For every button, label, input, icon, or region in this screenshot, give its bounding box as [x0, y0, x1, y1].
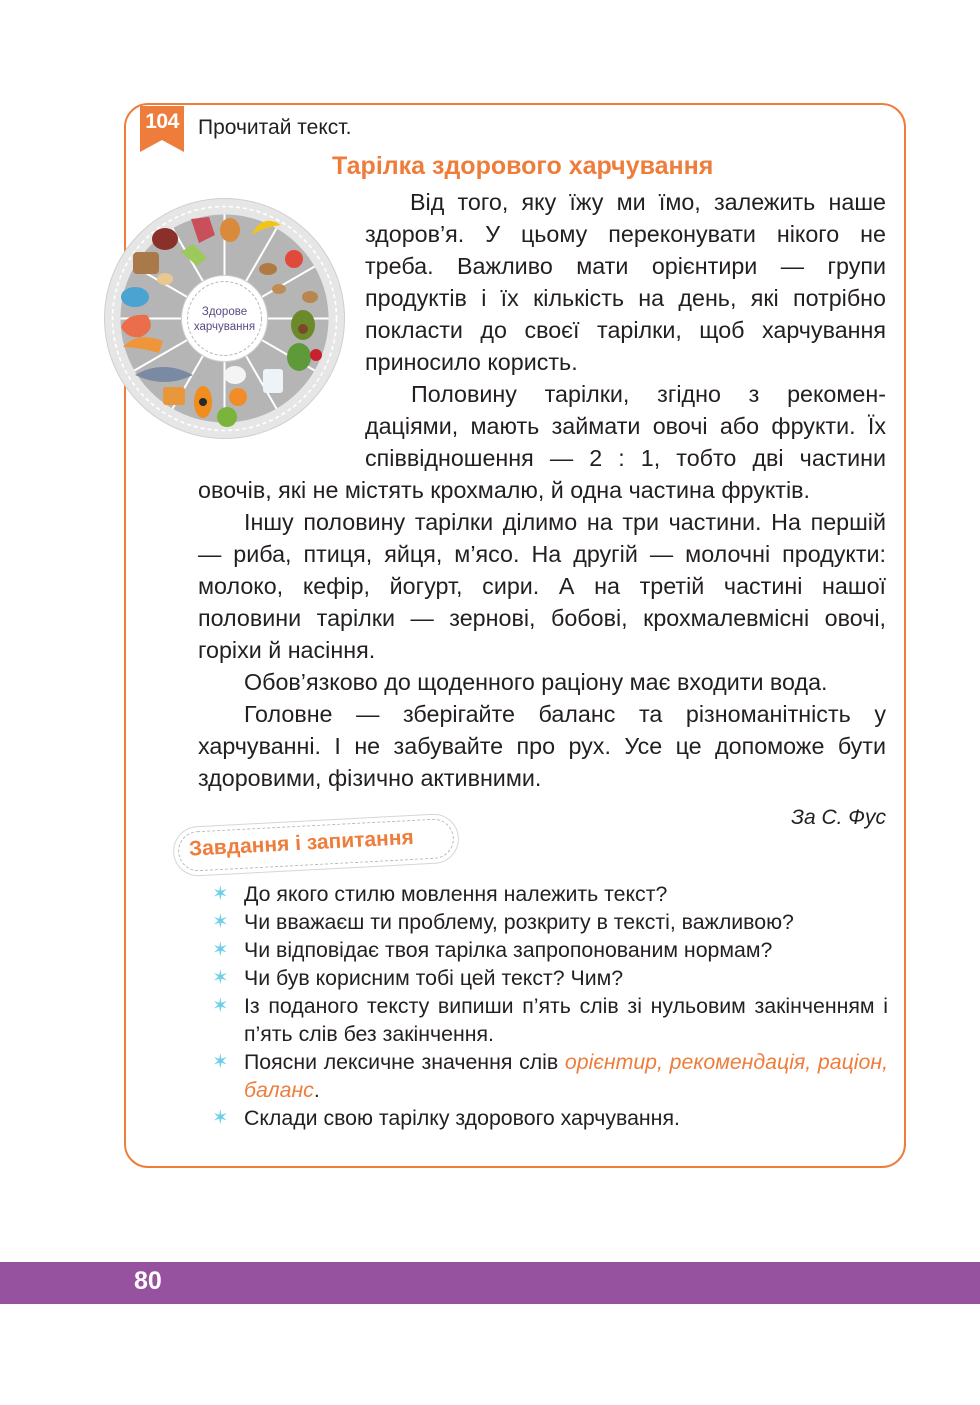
task-item: ✶ Склади свою тарілку здорового харчування. [212, 1106, 680, 1130]
plate-label-line2: харчування [193, 321, 256, 333]
task-item: ✶ Поясни лексичне значення слів орієнтир, рекомендація, раціон, баланс. [212, 1050, 889, 1102]
main-text [198, 186, 886, 794]
tasks-heading: Завдання і запитання [188, 825, 415, 861]
author-attribution: За С. Фус [791, 806, 886, 829]
highlighted-terms: орієнтир, рекомендація, раціон, баланс [244, 1050, 889, 1102]
snowflake-bullet-icon: ✶ [212, 995, 229, 1017]
plate-label-line1: Здорове [201, 306, 248, 318]
image-wrap-space [198, 186, 365, 474]
snowflake-bullet-icon: ✶ [212, 883, 229, 905]
tasks-list [212, 880, 888, 1132]
snowflake-bullet-icon: ✶ [212, 911, 229, 933]
paragraph-3: Іншу половину тарілки ділимо на три частини. На першій — риба, птиця, яйця, м’ясо. На другій — молочні продукти: молоко, кефір, йогурт, сири. А на третій частині нашої половини тарілки — зернові, бобові, крохмалевмісні овочі, горіхи й насіння. [198, 509, 886, 663]
paragraph-4: Обов’язково до щоденного раціону має входити вода. [244, 669, 828, 695]
paragraph-1: Від того, яку їжу ми їмо, залежить наше здоров’я. У цьому переконувати нікого не треба. Важливо мати орієнтири — групи продуктів і їх кількість на день, які потрібно покласти до своєї тарілки, щоб харчування приносило користь. [365, 189, 886, 375]
exercise-instruction: Прочитай текст. [198, 116, 352, 139]
task-item: ✶ Чи вважаєш ти проблему, розкриту в тексті, важливою? [212, 910, 794, 934]
snowflake-bullet-icon: ✶ [212, 1107, 229, 1129]
paragraph-5: Головне — зберігайте баланс та різноманітність у харчуванні. І не забувайте про рух. Усе це допоможе бути здоровими, фізично активними. [198, 701, 886, 791]
snowflake-bullet-icon: ✶ [212, 939, 229, 961]
snowflake-bullet-icon: ✶ [212, 967, 229, 989]
paragraph-2: Половину тарілки, згідно з рекомендаціями, мають займати овочі або фрукти. Їх співвідношення — 2 : 1, тобто дві частини овочів, які не містять крохмалю, й одна частина фруктів. [198, 381, 886, 503]
task-item: ✶ Із поданого тексту випиши п’ять слів зі нульовим закінченням і п’ять слів без закінчення. [212, 994, 888, 1046]
exercise-number: 104 [145, 110, 179, 133]
text-title: Тарілка здорового харчування [332, 152, 714, 180]
snowflake-bullet-icon: ✶ [212, 1051, 229, 1073]
task-item: ✶ Чи був корисним тобі цей текст? Чим? [212, 966, 624, 990]
task-item: ✶ Чи відповідає твоя тарілка запропонованим нормам? [212, 938, 773, 962]
page-number: 80 [134, 1267, 162, 1295]
task-item: ✶ До якого стилю мовлення належить текст? [212, 882, 668, 906]
